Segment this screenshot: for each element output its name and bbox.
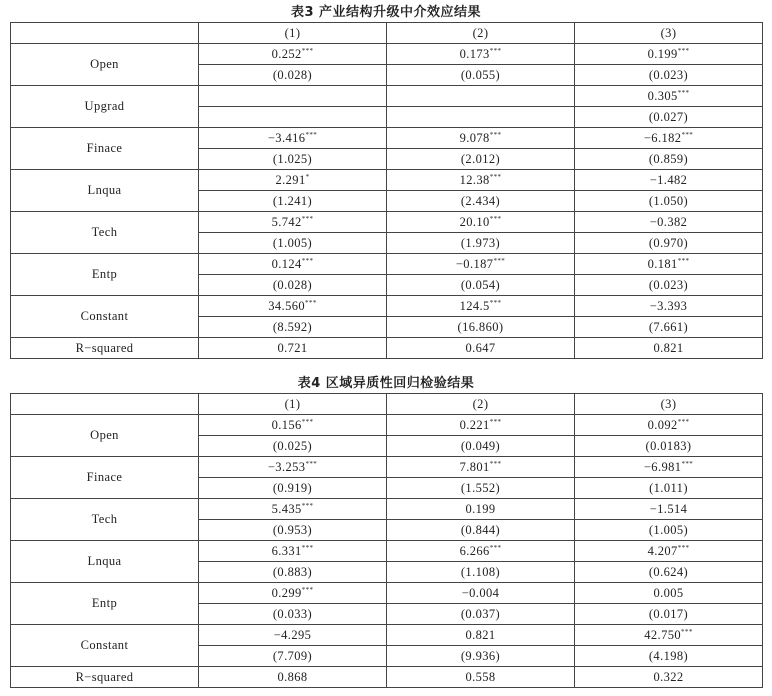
se-cell: (1.005) <box>575 520 763 541</box>
coef-cell <box>575 541 763 562</box>
se-cell: (1.025) <box>199 149 387 170</box>
variable-label: Lnqua <box>11 170 199 212</box>
coef-cell <box>575 128 763 149</box>
variable-label: Tech <box>11 499 199 541</box>
table4 <box>10 393 763 688</box>
significance-stars: *** <box>681 130 694 139</box>
significance-stars: *** <box>489 459 502 468</box>
se-cell: (4.198) <box>575 646 763 667</box>
coef-cell <box>575 296 763 317</box>
coef-cell <box>387 212 575 233</box>
coef-cell <box>575 499 763 520</box>
coef-row <box>11 170 763 191</box>
se-cell: (2.434) <box>387 191 575 212</box>
coef-row <box>11 415 763 436</box>
se-cell: (0.883) <box>199 562 387 583</box>
se-cell: (0.953) <box>199 520 387 541</box>
se-cell: (1.050) <box>575 191 763 212</box>
coef-value: 0.221 <box>459 417 490 432</box>
coef-value: 0.199 <box>647 46 678 61</box>
coef-cell <box>387 583 575 604</box>
header-corner <box>11 23 199 44</box>
coef-cell <box>199 170 387 191</box>
se-cell: (7.661) <box>575 317 763 338</box>
header-corner <box>11 394 199 415</box>
coef-cell <box>199 296 387 317</box>
rsquared-value: 0.868 <box>199 667 387 688</box>
coef-value: −3.253 <box>267 459 306 474</box>
coef-value: −0.004 <box>461 585 500 600</box>
coef-cell <box>199 254 387 275</box>
significance-stars: *** <box>677 46 690 55</box>
significance-stars: *** <box>305 459 318 468</box>
coef-cell <box>387 541 575 562</box>
se-cell: (0.919) <box>199 478 387 499</box>
coef-value: 0.305 <box>647 88 678 103</box>
significance-stars: *** <box>489 46 502 55</box>
column-header: (1) <box>199 23 387 44</box>
coef-cell <box>575 44 763 65</box>
variable-label: Lnqua <box>11 541 199 583</box>
coef-value: −6.981 <box>643 459 682 474</box>
coef-value: 0.252 <box>271 46 302 61</box>
coef-cell <box>199 128 387 149</box>
coef-value: 7.801 <box>459 459 490 474</box>
coef-cell <box>387 625 575 646</box>
significance-stars: *** <box>301 256 314 265</box>
coef-value: 0.173 <box>459 46 490 61</box>
significance-stars: *** <box>301 417 314 426</box>
se-cell: (9.936) <box>387 646 575 667</box>
coef-value: 5.435 <box>271 501 302 516</box>
coef-row <box>11 128 763 149</box>
coef-cell <box>199 212 387 233</box>
coef-value: −1.482 <box>649 172 688 187</box>
column-header: (3) <box>575 394 763 415</box>
coef-row <box>11 86 763 107</box>
significance-stars: *** <box>489 130 502 139</box>
se-cell: (2.012) <box>387 149 575 170</box>
coef-cell <box>575 583 763 604</box>
column-header: (2) <box>387 23 575 44</box>
rsquared-value: 0.322 <box>575 667 763 688</box>
coef-value: 0.005 <box>653 585 684 600</box>
se-cell: (7.709) <box>199 646 387 667</box>
significance-stars: *** <box>489 214 502 223</box>
significance-stars: *** <box>489 172 502 181</box>
coef-value: −6.182 <box>643 130 682 145</box>
coef-row <box>11 296 763 317</box>
significance-stars: *** <box>301 585 314 594</box>
coef-row <box>11 583 763 604</box>
coef-cell <box>387 86 575 107</box>
coef-cell <box>387 128 575 149</box>
se-cell: (0.027) <box>575 107 763 128</box>
coef-value: 9.078 <box>459 130 490 145</box>
coef-value: 4.207 <box>647 543 678 558</box>
se-cell: (0.017) <box>575 604 763 625</box>
significance-stars: *** <box>301 46 314 55</box>
variable-label: Finace <box>11 128 199 170</box>
header-row <box>11 394 763 415</box>
se-cell: (16.860) <box>387 317 575 338</box>
coef-cell <box>387 499 575 520</box>
coef-cell <box>575 625 763 646</box>
se-cell: (1.241) <box>199 191 387 212</box>
rsquared-value: 0.821 <box>575 338 763 359</box>
variable-label: Entp <box>11 254 199 296</box>
se-cell: (0.037) <box>387 604 575 625</box>
se-cell: (0.054) <box>387 275 575 296</box>
significance-stars: *** <box>301 543 314 552</box>
variable-label: Upgrad <box>11 86 199 128</box>
coef-value: 2.291 <box>275 172 306 187</box>
significance-stars: *** <box>489 417 502 426</box>
column-header: (1) <box>199 394 387 415</box>
significance-stars: * <box>305 172 310 181</box>
coef-value: −1.514 <box>649 501 688 516</box>
coef-cell <box>199 499 387 520</box>
coef-value: 20.10 <box>459 214 490 229</box>
rsquared-value: 0.721 <box>199 338 387 359</box>
rsquared-row <box>11 667 763 688</box>
se-cell: (0.859) <box>575 149 763 170</box>
se-cell: (0.970) <box>575 233 763 254</box>
se-cell: (1.552) <box>387 478 575 499</box>
se-cell <box>199 107 387 128</box>
se-cell <box>387 107 575 128</box>
significance-stars: *** <box>677 543 690 552</box>
significance-stars: *** <box>305 298 317 307</box>
column-header: (3) <box>575 23 763 44</box>
significance-stars: *** <box>489 543 502 552</box>
coef-value: 124.5 <box>459 298 490 313</box>
rsquared-value: 0.558 <box>387 667 575 688</box>
significance-stars: *** <box>681 459 694 468</box>
coef-value: −3.416 <box>267 130 306 145</box>
variable-label: Open <box>11 44 199 86</box>
rsquared-row <box>11 338 763 359</box>
column-header: (2) <box>387 394 575 415</box>
coef-row <box>11 541 763 562</box>
coef-cell <box>199 541 387 562</box>
significance-stars: *** <box>677 88 690 97</box>
significance-stars: *** <box>489 298 502 307</box>
coef-cell <box>575 170 763 191</box>
coef-value: 0.199 <box>465 501 496 516</box>
coef-cell <box>575 212 763 233</box>
coef-cell <box>575 254 763 275</box>
se-cell: (1.108) <box>387 562 575 583</box>
se-cell: (0.049) <box>387 436 575 457</box>
coef-cell <box>387 44 575 65</box>
coef-cell <box>575 86 763 107</box>
se-cell: (0.033) <box>199 604 387 625</box>
coef-cell <box>387 170 575 191</box>
significance-stars: *** <box>677 256 690 265</box>
rsquared-value: 0.647 <box>387 338 575 359</box>
table3-title: 表3 产业结构升级中介效应结果 <box>290 5 482 20</box>
significance-stars: *** <box>305 130 318 139</box>
table3 <box>10 22 763 359</box>
rsquared-label: R−squared <box>11 338 199 359</box>
coef-row <box>11 499 763 520</box>
coef-value: −4.295 <box>273 627 312 642</box>
coef-cell <box>575 457 763 478</box>
se-cell: (0.844) <box>387 520 575 541</box>
coef-value: 12.38 <box>459 172 490 187</box>
coef-value: 6.266 <box>459 543 490 558</box>
coef-value: 0.156 <box>271 417 302 432</box>
significance-stars: *** <box>681 627 693 636</box>
coef-value: 0.092 <box>647 417 678 432</box>
variable-label: Tech <box>11 212 199 254</box>
coef-cell <box>199 86 387 107</box>
coef-row <box>11 212 763 233</box>
coef-value: 0.821 <box>465 627 496 642</box>
se-cell: (0.624) <box>575 562 763 583</box>
table4-title: 表4 区域异质性回归检验结果 <box>297 376 475 391</box>
variable-label: Entp <box>11 583 199 625</box>
coef-cell <box>199 583 387 604</box>
se-cell: (1.973) <box>387 233 575 254</box>
se-cell: (1.011) <box>575 478 763 499</box>
variable-label: Open <box>11 415 199 457</box>
coef-row <box>11 457 763 478</box>
coef-cell <box>199 625 387 646</box>
coef-value: 5.742 <box>271 214 302 229</box>
header-row <box>11 23 763 44</box>
significance-stars: *** <box>301 501 314 510</box>
significance-stars: *** <box>493 256 506 265</box>
se-cell: (0.0183) <box>575 436 763 457</box>
coef-cell <box>199 415 387 436</box>
coef-cell <box>199 44 387 65</box>
coef-value: 34.560 <box>268 298 306 313</box>
se-cell: (8.592) <box>199 317 387 338</box>
coef-row <box>11 254 763 275</box>
coef-value: 0.124 <box>271 256 302 271</box>
coef-row <box>11 625 763 646</box>
coef-cell <box>199 457 387 478</box>
se-cell: (0.023) <box>575 65 763 86</box>
coef-value: 42.750 <box>644 627 682 642</box>
se-cell: (1.005) <box>199 233 387 254</box>
coef-cell <box>387 415 575 436</box>
coef-cell <box>387 254 575 275</box>
coef-value: −0.187 <box>455 256 494 271</box>
se-cell: (0.023) <box>575 275 763 296</box>
se-cell: (0.028) <box>199 275 387 296</box>
variable-label: Constant <box>11 296 199 338</box>
coef-row <box>11 44 763 65</box>
coef-value: −0.382 <box>649 214 688 229</box>
significance-stars: *** <box>301 214 314 223</box>
coef-value: 0.181 <box>647 256 678 271</box>
variable-label: Finace <box>11 457 199 499</box>
se-cell: (0.028) <box>199 65 387 86</box>
se-cell: (0.025) <box>199 436 387 457</box>
coef-cell <box>575 415 763 436</box>
variable-label: Constant <box>11 625 199 667</box>
coef-value: 6.331 <box>271 543 302 558</box>
se-cell: (0.055) <box>387 65 575 86</box>
significance-stars: *** <box>677 417 690 426</box>
coef-cell <box>387 296 575 317</box>
coef-value: −3.393 <box>649 298 688 313</box>
coef-cell <box>387 457 575 478</box>
rsquared-label: R−squared <box>11 667 199 688</box>
coef-value: 0.299 <box>271 585 302 600</box>
